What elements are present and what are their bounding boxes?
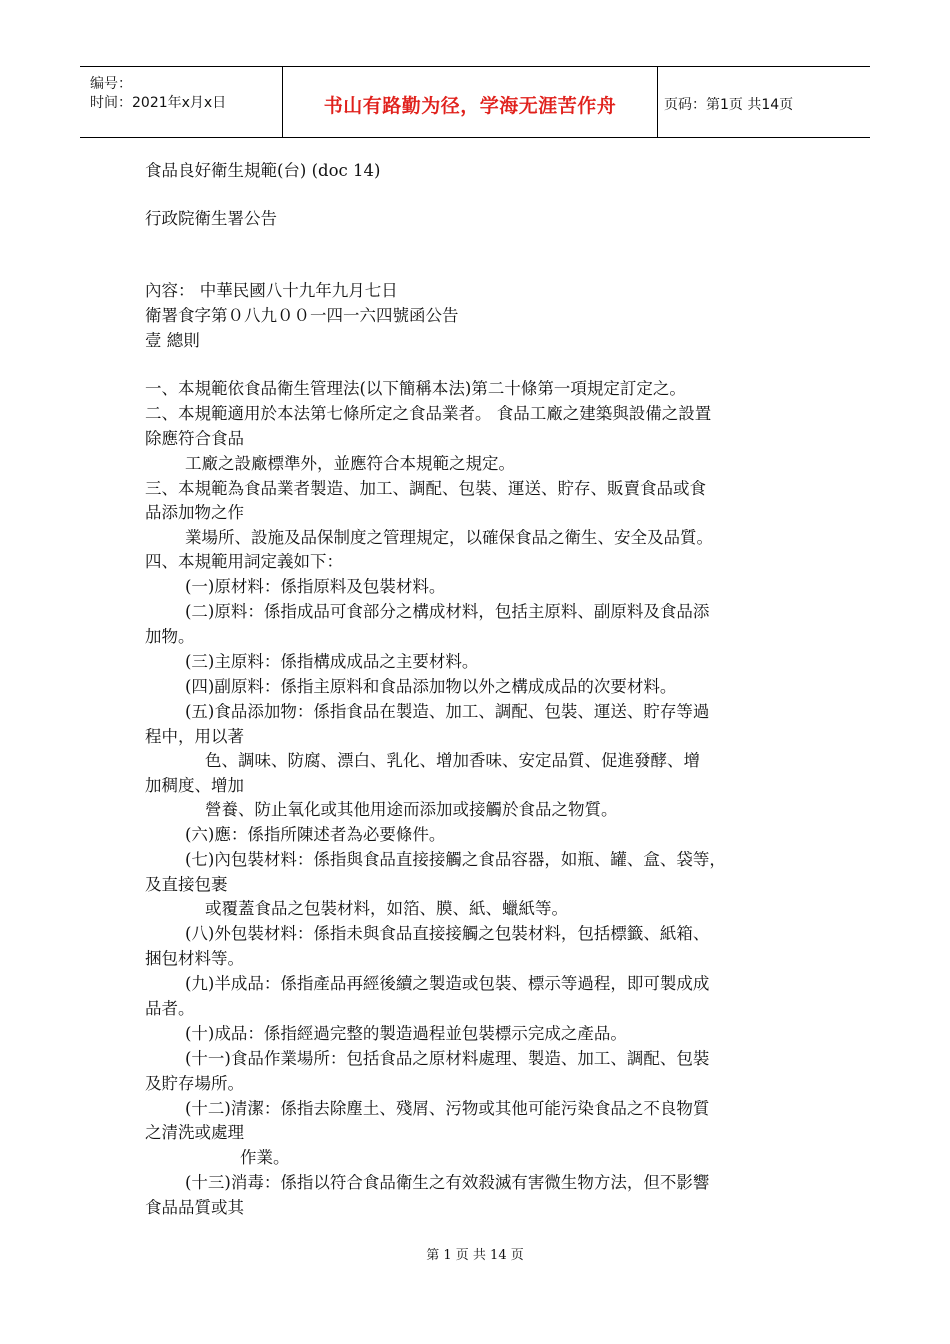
definition-line: 品者。	[145, 999, 195, 1018]
definition-line: (六)應：係指所陳述者為必要條件。	[185, 825, 446, 844]
page-header	[80, 66, 870, 138]
header-page-cell	[658, 67, 870, 137]
definition-line: 營養、防止氧化或其他用途而添加或接觸於食品之物質。	[205, 800, 618, 819]
body-line: 品添加物之作	[145, 503, 244, 522]
definition-line: 加稠度、增加	[145, 776, 244, 795]
definition-line: 及貯存場所。	[145, 1074, 244, 1093]
body-line: 三、本規範為食品業者製造、加工、調配、包裝、運送、貯存、販賣食品或食	[145, 479, 706, 498]
definition-line: 及直接包裹	[145, 875, 228, 894]
header-page-info: 页码：第1页 共14页	[664, 97, 794, 113]
body-line: 除應符合食品	[145, 429, 244, 448]
body-line: 四、本規範用詞定義如下：	[145, 552, 343, 571]
definition-line: 食品品質或其	[145, 1198, 244, 1217]
definition-line: 之清洗或處理	[145, 1123, 244, 1142]
definition-line: (一)原材料：係指原料及包裝材料。	[185, 577, 446, 596]
body-line: 工廠之設廠標準外，並應符合本規範之規定。	[185, 454, 515, 473]
definition-line: (二)原料：係指成品可食部分之構成材料，包括主原料、副原料及食品添	[185, 602, 710, 621]
definition-line: 或覆蓋食品之包裝材料，如箔、膜、紙、蠟紙等。	[205, 899, 568, 918]
definition-line: (四)副原料：係指主原料和食品添加物以外之構成成品的次要材料。	[185, 677, 677, 696]
definition-line: (十二)清潔：係指去除塵土、殘屑、污物或其他可能污染食品之不良物質	[185, 1099, 710, 1118]
body-line: 業場所、設施及品保制度之管理規定，以確保食品之衛生、安全及品質。	[185, 528, 713, 547]
definition-line: 程中，用以著	[145, 727, 244, 746]
header-motto-cell	[283, 67, 658, 137]
definition-line: (八)外包裝材料：係指未與食品直接接觸之包裝材料，包括標籤、紙箱、	[185, 924, 710, 943]
document-issuer: 行政院衛生署公告	[145, 209, 277, 228]
content-date: 內容： 中華民國八十九年九月七日	[145, 281, 398, 300]
number-label: 编号：	[90, 76, 132, 92]
definition-line: (七)內包裝材料：係指與食品直接接觸之食品容器，如瓶、罐、盒、袋等，	[185, 850, 726, 869]
page-footer: 第 1 页 共 14 页	[426, 1248, 524, 1263]
document-title: 食品良好衛生規範(台) (doc 14)	[145, 161, 381, 180]
body-line: 一、本規範依食品衛生管理法(以下簡稱本法)第二十條第一項規定訂定之。	[145, 379, 686, 398]
definition-line: (十三)消毒：係指以符合食品衛生之有效殺滅有害微生物方法，但不影響	[185, 1173, 710, 1192]
header-motto: 书山有路勤为径，学海无涯苦作舟	[323, 95, 617, 117]
definition-line: (三)主原料：係指構成成品之主要材料。	[185, 652, 479, 671]
section-heading: 壹 總則	[145, 331, 200, 350]
definition-line: (五)食品添加物：係指食品在製造、加工、調配、包裝、運送、貯存等過	[185, 702, 710, 721]
definition-line: 捆包材料等。	[145, 949, 244, 968]
definition-line: (十)成品：係指經過完整的製造過程並包裝標示完成之產品。	[185, 1024, 627, 1043]
definition-line: (九)半成品：係指產品再經後續之製造或包裝、標示等過程，即可製成成	[185, 974, 710, 993]
header-meta-cell	[80, 67, 283, 137]
definition-line: 作業。	[240, 1148, 290, 1167]
body-line: 二、本規範適用於本法第七條所定之食品業者。 食品工廠之建築與設備之設置	[145, 404, 712, 423]
time-label: 时间：2021年x月x日	[90, 95, 227, 111]
definition-line: (十一)食品作業場所：包括食品之原材料處理、製造、加工、調配、包裝	[185, 1049, 710, 1068]
definition-line: 加物。	[145, 627, 195, 646]
document-number: 衛署食字第０八九００一四一六四號函公告	[145, 306, 459, 325]
definition-line: 色、調味、防腐、漂白、乳化、增加香味、安定品質、促進發酵、增	[205, 751, 700, 770]
